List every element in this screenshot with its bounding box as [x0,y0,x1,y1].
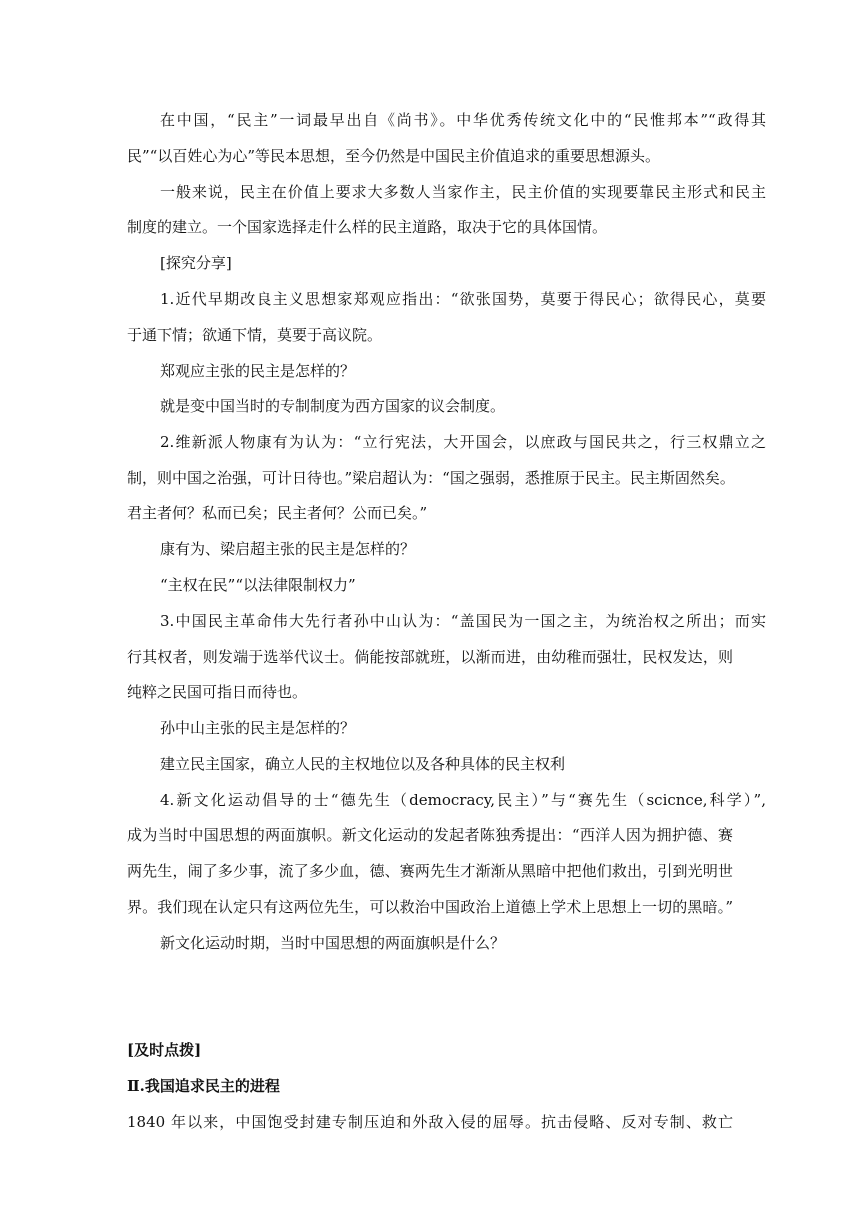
section-body-line: 1840 年以来，中国饱受封建专制压迫和外敌入侵的屈辱。抗击侵略、反对专制、救亡 [127,1113,733,1131]
item-2-line: 制，则中国之治强，可计日待也。”梁启超认为：“国之强弱，悉推原于民主。民主斯固然矣。 [127,469,735,487]
item-1-line: 于通下情；欲通下情，莫要于高议院。 [127,326,383,344]
concept-paragraph-line: 一般来说，民主在价值上要求大多数人当家作主，民主价值的实现要靠民主形式和民主 [160,183,766,201]
item-4-question: 新文化运动时期，当时中国思想的两面旗帜是什么？ [160,934,506,952]
item-2-line: 君主者何？私而已矣；民主者何？公而已矣。” [127,504,428,522]
explore-heading: [探究分享] [160,254,232,272]
item-3-line: 行其权者，则发端于选举代议士。倘能按部就班，以渐而进，由幼稚而强壮，民权发达，则 [127,648,733,666]
intro-paragraph-line: 民”“以百姓心为心”等民本思想，至今仍然是中国民主价值追求的重要思想源头。 [127,147,661,165]
item-1-question: 郑观应主张的民主是怎样的？ [160,362,356,380]
item-1-answer: 就是变中国当时的专制制度为西方国家的议会制度。 [160,397,506,415]
item-4-line: 两先生，闹了多少事，流了多少血，德、赛两先生才渐渐从黑暗中把他们救出，引到光明世 [127,862,733,880]
item-3-question: 孙中山主张的民主是怎样的？ [160,719,356,737]
intro-paragraph-line: 在中国，“民主”一词最早出自《尚书》。中华优秀传统文化中的“民惟邦本”“政得其 [160,111,766,129]
item-4-line: 界。我们现在认定只有这两位先生，可以救治中国政治上道德上学术上思想上一切的黑暗。” [127,898,733,916]
item-3-line: 3.中国民主革命伟大先行者孙中山认为：“盖国民为一国之主，为统治权之所出；而实 [160,612,766,630]
tip-heading: [及时点拨] [127,1041,202,1059]
item-2-question: 康有为、梁启超主张的民主是怎样的？ [160,540,416,558]
section-title: Ⅱ.我国追求民主的进程 [127,1077,280,1095]
item-4-line: 4.新文化运动倡导的士“德先生（democracy,民主）”与“赛先生（scicnce,科学）”, [160,791,766,809]
item-4-line: 成为当时中国思想的两面旗帜。新文化运动的发起者陈独秀提出：“西洋人因为拥护德、赛 [127,826,733,844]
item-2-answer: “主权在民”“以法律限制权力” [160,576,356,594]
concept-paragraph-line: 制度的建立。一个国家选择走什么样的民主道路，取决于它的具体国情。 [127,218,608,236]
item-1-line: 1.近代早期改良主义思想家郑观应指出：“欲张国势，莫要于得民心；欲得民心，莫要 [160,290,766,308]
item-3-answer: 建立民主国家，确立人民的主权地位以及各种具体的民主权利 [160,755,566,773]
item-2-line: 2.维新派人物康有为认为：“立行宪法，大开国会，以庶政与国民共之，行三权鼎立之 [160,433,766,451]
item-3-line: 纯粹之民国可指日而待也。 [127,683,308,701]
